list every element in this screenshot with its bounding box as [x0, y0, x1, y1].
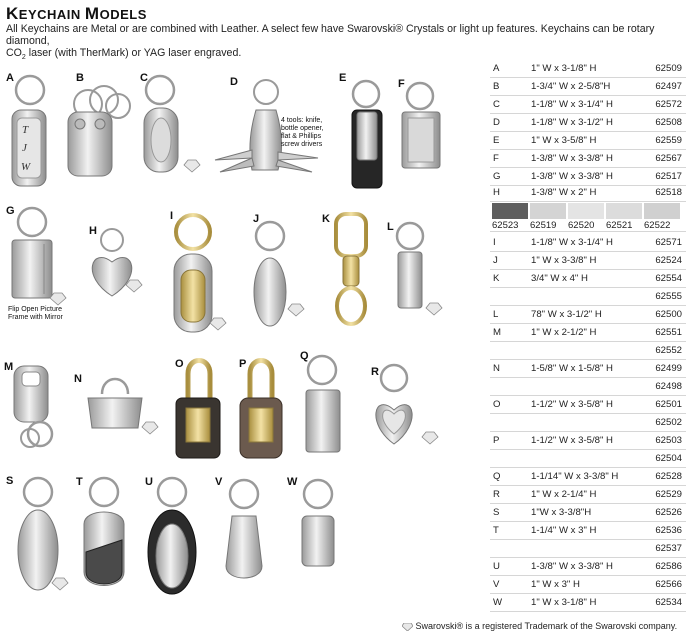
keychain-h [92, 229, 142, 296]
keychain-f [402, 83, 440, 168]
intro-subscript: 2 [21, 54, 26, 62]
h-variant-swatch-2 [530, 203, 566, 219]
keychain-k [336, 214, 366, 324]
keychain-g [12, 208, 66, 305]
spec-row-k: K 3/4" W x 4" H 62554 [490, 270, 686, 288]
spec-row-m2: 62552 [490, 342, 686, 360]
spec-row-u: U 1-3/8" W x 3-3/8" H 62586 [490, 558, 686, 576]
spec-row-b: B 1-3/4" W x 2-5/8"H 62497 [490, 78, 686, 96]
label-g: G [6, 205, 15, 217]
label-t: T [76, 476, 83, 488]
spec-row-g: G 1-3/8" W x 3-3/8" H 62517 [490, 168, 686, 186]
h-variant-swatch-3 [568, 203, 604, 219]
title-initial-2: M [84, 4, 100, 23]
h-variant-swatch-1 [492, 203, 528, 219]
spec-row-r: R 1" W x 2-1/4" H 62529 [490, 486, 686, 504]
spec-row-a: A 1" W x 3-1/8" H 62509 [490, 60, 686, 78]
g-frame-note [8, 306, 63, 322]
keychain-m [14, 366, 52, 447]
keychain-p [240, 361, 282, 459]
label-p: P [239, 358, 247, 370]
footer-text: Swarovski® is a registered Trademark of the Swarovski company. [415, 621, 678, 631]
label-d: D [230, 76, 238, 88]
spec-row-o2: 62502 [490, 414, 686, 432]
label-h: H [89, 225, 97, 237]
keychain-e [352, 81, 382, 188]
d-tools-line-3: flat & Phillips [281, 133, 322, 140]
spec-row-o: O 1-1/2" W x 3-5/8" H 62501 [490, 396, 686, 414]
title-part-2: ODELS [99, 7, 147, 22]
spec-row-v: V 1" W x 3" H 62566 [490, 576, 686, 594]
h-variant-code-2: 62519 [530, 220, 557, 231]
label-b: B [76, 72, 84, 84]
keychain-w [302, 480, 334, 566]
spec-row-p2: 62504 [490, 450, 686, 468]
a-engraving-w: W [21, 161, 31, 173]
intro-line-1: All Keychains are Metal or are combined with Leather. A select few have Swarovski® Crystals or light up features. Keychains can be rotary diamond, [6, 23, 655, 47]
h-variant-code-5: 62522 [644, 220, 671, 231]
keychain-c [144, 76, 200, 172]
title-initial-1: K [6, 4, 19, 23]
label-w: W [287, 476, 298, 488]
title-part-1: EYCHAIN [18, 7, 85, 22]
g-frame-line-1: Flip Open Picture [8, 306, 63, 313]
d-tools-line-1: 4 tools: knife, [281, 117, 323, 124]
spec-row-h: H 1-3/8" W x 2" H 62518 [490, 184, 686, 202]
label-i: I [170, 210, 174, 222]
spec-row-f: F 1-3/8" W x 3-3/8" H 62567 [490, 150, 686, 168]
h-variant-code-4: 62521 [606, 220, 633, 231]
spec-row-l: L 78" W x 3-1/2" H 62500 [490, 306, 686, 324]
label-f: F [398, 78, 405, 90]
spec-row-w: W 1" W x 3-1/8" H 62534 [490, 594, 686, 612]
spec-row-s: S 1"W x 3-3/8"H 62526 [490, 504, 686, 522]
spec-row-e: E 1" W x 3-5/8" H 62559 [490, 132, 686, 150]
a-engraving-j: J [22, 142, 27, 154]
keychain-l [397, 223, 442, 315]
h-variant-swatch-4 [606, 203, 642, 219]
h-variant-code-1: 62523 [492, 220, 519, 231]
spec-row-q: Q 1-1/14" W x 3-3/8" H 62528 [490, 468, 686, 486]
label-s: S [6, 475, 14, 487]
keychain-q [306, 356, 340, 452]
spec-row-d: D 1-1/8" W x 3-1/2" H 62508 [490, 114, 686, 132]
label-u: U [145, 476, 153, 488]
label-v: V [215, 476, 223, 488]
d-tools-note [281, 117, 323, 149]
label-q: Q [300, 350, 309, 362]
keychain-s [18, 478, 68, 590]
label-n: N [74, 373, 82, 385]
d-tools-line-2: bottle opener, [281, 125, 324, 132]
label-a: A [6, 72, 14, 84]
h-variant-code-3: 62520 [568, 220, 595, 231]
keychain-j [254, 222, 304, 326]
spec-row-n2: 62498 [490, 378, 686, 396]
keychain-r [376, 365, 438, 444]
h-variant-swatch-5 [644, 203, 680, 219]
spec-row-t2: 62537 [490, 540, 686, 558]
keychain-b [68, 86, 130, 176]
intro-line-2: laser (with TherMark) or YAG laser engraved. [25, 47, 242, 59]
keychain-v [226, 480, 262, 578]
footer-trademark [402, 621, 677, 631]
g-frame-line-2: Frame with Mirror [8, 314, 63, 321]
spec-row-j: J 1" W x 3-3/8" H 62524 [490, 252, 686, 270]
intro-co: CO [6, 47, 22, 59]
h-variants-strip [490, 202, 686, 232]
keychain-n [88, 379, 158, 434]
spec-row-n: N 1-5/8" W x 1-5/8" H 62499 [490, 360, 686, 378]
label-o: O [175, 358, 184, 370]
spec-row-c: C 1-1/8" W x 3-1/4" H 62572 [490, 96, 686, 114]
keychain-i [174, 215, 226, 332]
d-tools-line-4: screw drivers [281, 141, 323, 148]
label-j: J [253, 213, 260, 225]
label-e: E [339, 72, 347, 84]
label-k: K [322, 213, 330, 225]
spec-row-i: I 1-1/8" W x 3-1/4" H 62571 [490, 234, 686, 252]
label-r: R [371, 366, 379, 378]
label-l: L [387, 221, 394, 233]
spec-row-m: M 1" W x 2-1/2" H 62551 [490, 324, 686, 342]
a-engraving-t: T [22, 124, 29, 136]
spec-row-p: P 1-1/2" W x 3-5/8" H 62503 [490, 432, 686, 450]
keychain-t [84, 478, 124, 586]
diamond-icon [402, 623, 413, 631]
keychain-u [148, 478, 196, 594]
keychain-o [176, 361, 220, 459]
spec-row-t: T 1-1/4" W x 3" H 62536 [490, 522, 686, 540]
label-m: M [4, 361, 14, 373]
label-c: C [140, 72, 148, 84]
spec-row-k2: 62555 [490, 288, 686, 306]
